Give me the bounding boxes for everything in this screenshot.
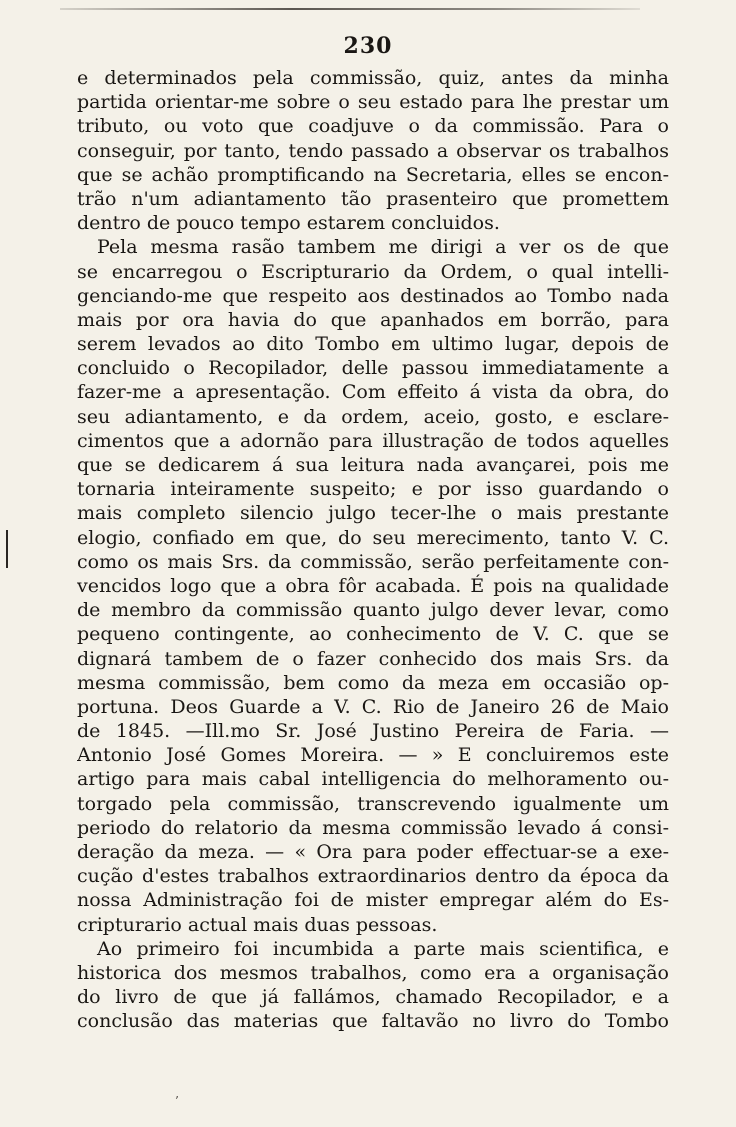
text-line: serem levados ao dito Tombo em ultimo lugar, depois de (77, 333, 669, 356)
text-line: que se dedicarem á sua leitura nada avançarei, pois me (77, 454, 669, 476)
text-line: conclusão das materias que faltavão no livro do Tombo (77, 1010, 669, 1033)
text-line: dentro de pouco tempo estarem concluidos. (77, 212, 500, 235)
text-line: periodo do relatorio da mesma commissão levado á consi- (77, 816, 669, 839)
text-line: cimentos que a adornão para illustração de todos aquelles (77, 429, 669, 452)
text-line: como os mais Srs. da commissão, serão perfeitamente con- (77, 550, 669, 573)
text-line: de membro da commissão quanto julgo dever levar, como (77, 599, 669, 622)
text-line: portuna. Deos Guarde a V. C. Rio de Janeiro 26 de Maio (77, 695, 669, 718)
text-line: mesma commissão, bem como da meza em occasião op- (77, 671, 669, 694)
text-line: do livro de que já fallámos, chamado Recopilador, e a (77, 986, 669, 1009)
text-line: Ao primeiro foi incumbida a parte mais scientifica, e (97, 937, 669, 960)
text-line: artigo para mais cabal intelligencia do melhoramento ou- (77, 768, 669, 791)
text-line: concluido o Recopilador, delle passou immediatamente a (77, 357, 669, 380)
text-line: tornaria inteiramente suspeito; e por isso guardando o (77, 478, 669, 501)
text-line: Pela mesma rasão tambem me dirigi a ver os de que (97, 236, 669, 259)
text-line: mais por ora havia do que apanhados em borrão, para (77, 308, 669, 331)
text-line: conseguir, por tanto, tendo passado a observar os trabalhos (77, 139, 669, 162)
text-line: cução d'estes trabalhos extraordinarios dentro da época da (77, 865, 669, 888)
text-line: historica dos mesmos trabalhos, como era a organisação (77, 961, 669, 984)
text-line: Antonio José Gomes Moreira. — » E concluiremos este (77, 744, 669, 767)
text-line: pequeno contingente, ao conhecimento de V. C. que se (77, 623, 669, 646)
text-line: que se achão promptificando na Secretaria, elles se encon- (77, 163, 669, 186)
text-line: genciando-me que respeito aos destinados ao Tombo nada (77, 284, 669, 307)
text-line: seu adiantamento, e da ordem, aceio, gosto, e esclare- (77, 405, 669, 428)
text-line: torgado pela commissão, transcrevendo igualmente um (77, 792, 669, 815)
margin-mark (6, 530, 8, 568)
text-line: dignará tambem de o fazer conhecido dos mais Srs. da (77, 647, 669, 670)
text-line: deração da meza. — « Ora para poder effectuar-se a exe- (77, 841, 669, 863)
text-line: vencidos logo que a obra fôr acabada. É pois na qualidade (77, 574, 669, 597)
text-line: mais completo silencio julgo tecer-lhe o mais prestante (77, 502, 669, 525)
text-line: se encarregou o Escripturario da Ordem, o qual intelli- (77, 260, 669, 283)
text-line: partida orientar-me sobre o seu estado para lhe prestar um (77, 91, 669, 114)
top-edge-rule (60, 8, 640, 10)
text-line: elogio, confiado em que, do seu merecimento, tanto V. C. (77, 526, 669, 549)
text-line: nossa Administração foi de mister empregar além do Es- (77, 889, 669, 912)
text-line: trão n'um adiantamento tão prasenteiro que promettem (77, 187, 669, 210)
text-line: e determinados pela commissão, quiz, antes da minha (77, 67, 669, 89)
page-number: 230 (343, 33, 393, 59)
text-line: tributo, ou voto que coadjuve o da commissão. Para o (77, 115, 669, 138)
body-text (77, 66, 669, 1034)
text-line: de 1845. —Ill.mo Sr. José Justino Pereira de Faria. — (77, 720, 669, 743)
text-line: cripturario actual mais duas pessoas. (77, 913, 438, 936)
bottom-speck: ’ (175, 1094, 179, 1108)
text-line: fazer-me a apresentação. Com effeito á vista da obra, do (77, 381, 669, 404)
